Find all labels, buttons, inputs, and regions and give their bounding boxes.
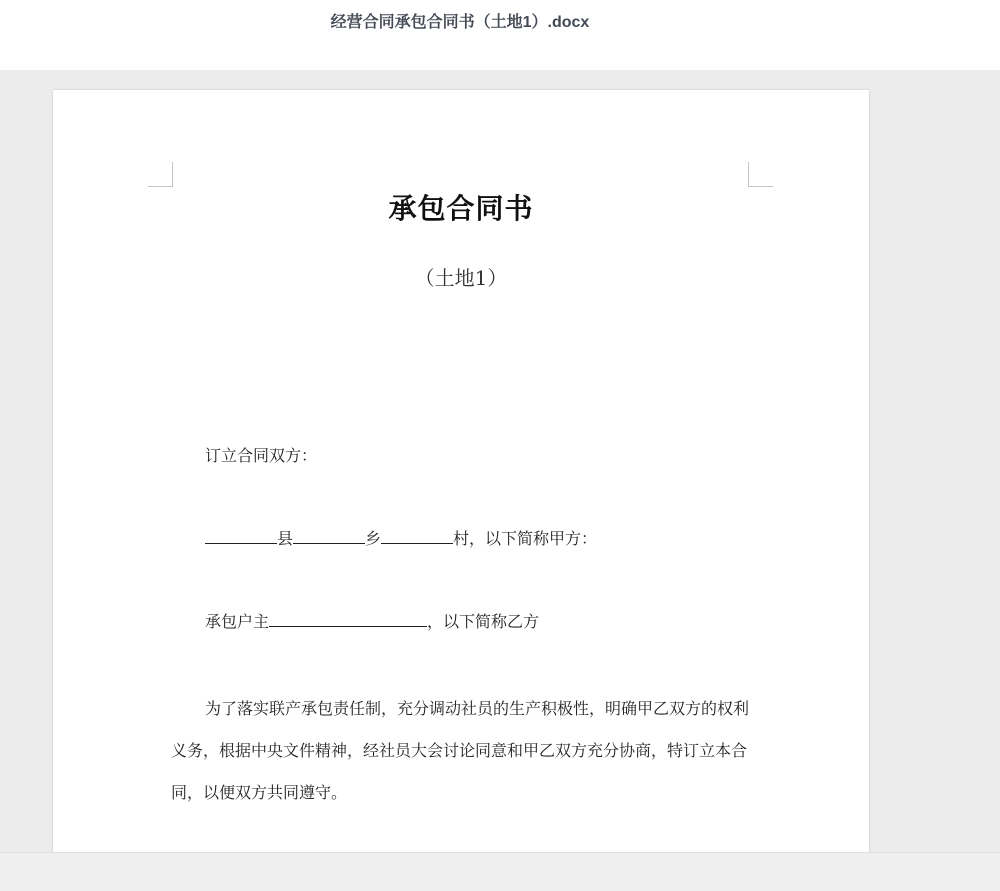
document-viewer[interactable] bbox=[0, 70, 1000, 852]
title-bar bbox=[0, 0, 1000, 70]
bottom-bar bbox=[0, 852, 1000, 891]
margin-corner-mark-right bbox=[748, 162, 773, 187]
parties-intro: 订立合同双方： bbox=[205, 446, 318, 465]
paragraph-line: 义务，根据中央文件精神，经社员大会讨论同意和甲乙双方充分协商，特订立本合 bbox=[171, 741, 748, 760]
county-label: 县 bbox=[277, 529, 294, 548]
document-subheading: （土地1） bbox=[414, 266, 508, 290]
document-heading: 承包合同书 bbox=[388, 192, 534, 225]
party-b-prefix: 承包户主 bbox=[205, 612, 270, 631]
householder-blank bbox=[269, 612, 427, 627]
party-b-line bbox=[205, 609, 539, 632]
document-file-name: 经营合同承包合同书（土地1）.docx bbox=[330, 14, 590, 31]
village-label: 村，以下简称甲方： bbox=[453, 529, 598, 548]
township-blank bbox=[293, 529, 365, 544]
paragraph-line: 同，以便双方共同遵守。 bbox=[171, 783, 348, 802]
purpose-paragraph bbox=[171, 688, 753, 814]
margin-corner-mark-left bbox=[148, 162, 173, 187]
village-blank bbox=[381, 529, 453, 544]
party-a-line bbox=[205, 526, 597, 549]
party-b-suffix: ，以下简称乙方 bbox=[427, 612, 540, 631]
township-label: 乡 bbox=[365, 529, 382, 548]
document-page[interactable] bbox=[53, 90, 869, 870]
paragraph-line: 为了落实联产承包责任制，充分调动社员的生产积极性，明确甲乙双方的权利 bbox=[205, 699, 750, 718]
county-blank bbox=[205, 529, 277, 544]
